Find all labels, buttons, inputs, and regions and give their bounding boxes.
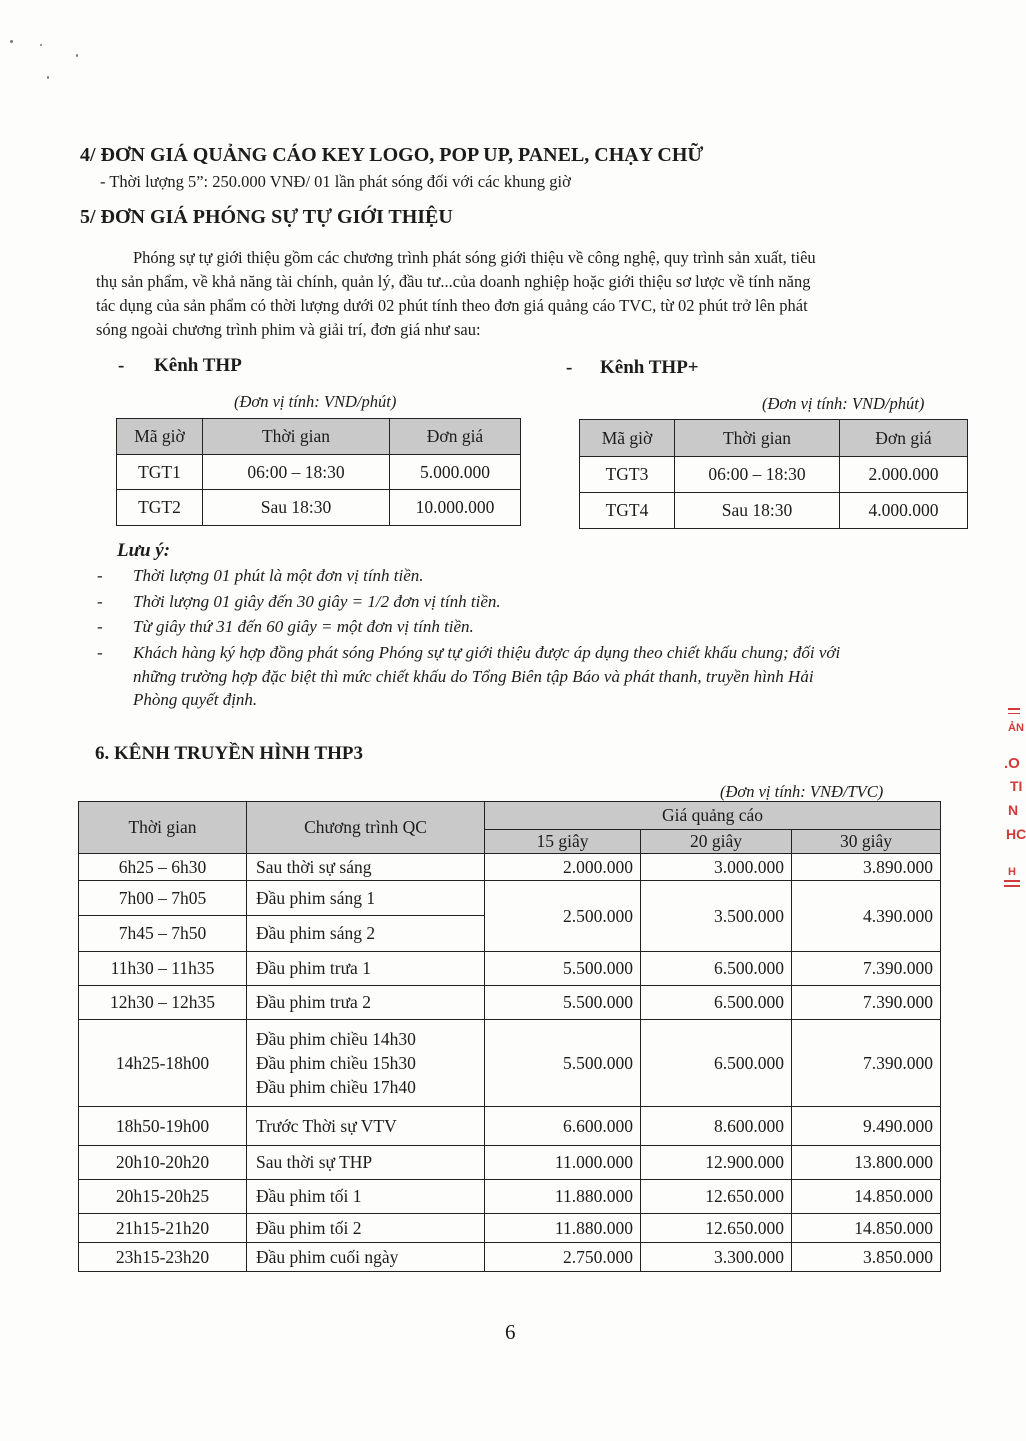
cell-code: TGT1 (117, 455, 203, 490)
cell-time: 20h15-20h25 (79, 1180, 247, 1214)
cell-price-30s: 14.850.000 (792, 1180, 941, 1214)
note-item-continued: những trường hợp đặc biệt thì mức chiết khấu do Tổng Biên tập Báo và phát thanh, truyền hình Hải (133, 667, 814, 686)
note-item: Thời lượng 01 giây đến 30 giây = 1/2 đơn vị tính tiền. (133, 592, 501, 611)
channel-thp-dash: - (118, 355, 125, 376)
cell-code: TGT4 (580, 493, 675, 529)
col-header-program: Chương trình QC (247, 802, 485, 854)
program-line: Đầu phim chiều 14h30 (256, 1029, 416, 1049)
col-header-code: Mã giờ (580, 420, 675, 457)
cell-price-15s: 5.500.000 (485, 952, 641, 986)
cell-price-15s: 2.000.000 (485, 854, 641, 881)
col-header-20s: 20 giây (641, 830, 792, 854)
table-row (580, 457, 968, 493)
cell-time: 18h50-19h00 (79, 1107, 247, 1146)
table-row (79, 1214, 941, 1243)
cell-price-15s: 6.600.000 (485, 1107, 641, 1146)
table-row (580, 493, 968, 529)
cell-price-30s: 7.390.000 (792, 1020, 941, 1107)
col-header-15s: 15 giây (485, 830, 641, 854)
table-row (79, 1020, 941, 1107)
thp-price-table (116, 418, 521, 526)
cell-program: Sau thời sự THP (247, 1146, 485, 1180)
thp3-price-table (78, 801, 941, 1272)
cell-code: TGT3 (580, 457, 675, 493)
cell-price-30s: 4.390.000 (792, 881, 941, 952)
cell-time: 12h30 – 12h35 (79, 986, 247, 1020)
cell-price-15s: 5.500.000 (485, 986, 641, 1020)
notes-title: Lưu ý: (117, 540, 171, 561)
thp-plus-price-table (579, 419, 968, 529)
channel-thp-label: Kênh THP (154, 355, 242, 376)
cell-price: 10.000.000 (390, 490, 521, 526)
cell-time: 06:00 – 18:30 (675, 457, 840, 493)
col-header-30s: 30 giây (792, 830, 941, 854)
section-6-unit-note: (Đơn vị tính: VNĐ/TVC) (720, 782, 884, 801)
cell-price-20s: 3.000.000 (641, 854, 792, 881)
channel-thp-plus-dash: - (566, 357, 573, 378)
seal-text: HC (1006, 826, 1026, 842)
note-item-continued: Phòng quyết định. (133, 690, 258, 709)
cell-price-30s: 14.850.000 (792, 1214, 941, 1243)
section-5-heading: 5/ ĐƠN GIÁ PHÓNG SỰ TỰ GIỚI THIỆU (80, 206, 453, 228)
cell-price-20s: 12.650.000 (641, 1180, 792, 1214)
cell-time: 7h45 – 7h50 (79, 916, 247, 952)
table-row (79, 986, 941, 1020)
table-row (79, 1146, 941, 1180)
channel-thp-plus-label: Kênh THP+ (600, 357, 699, 378)
cell-program: Đầu phim trưa 2 (247, 986, 485, 1020)
program-line: Đầu phim chiều 17h40 (256, 1077, 416, 1097)
note-item: Từ giây thứ 31 đến 60 giây = một đơn vị tính tiền. (133, 617, 474, 636)
col-header-time: Thời gian (675, 420, 840, 457)
col-header-price: Đơn giá (840, 420, 968, 457)
cell-price-20s: 8.600.000 (641, 1107, 792, 1146)
table-row (79, 1107, 941, 1146)
cell-time: 23h15-23h20 (79, 1243, 247, 1272)
thp-unit-note: (Đơn vị tính: VND/phút) (234, 392, 397, 411)
cell-price-30s: 13.800.000 (792, 1146, 941, 1180)
col-header-time: Thời gian (203, 419, 390, 455)
cell-price-15s: 11.880.000 (485, 1214, 641, 1243)
seal-text: ẢN (1008, 722, 1024, 734)
cell-price-15s: 11.880.000 (485, 1180, 641, 1214)
paragraph-line: thụ sản phẩm, về khả năng tài chính, quản lý, đầu tư...của doanh nghiệp hoặc giới thiệu sơ lược về tính năng (96, 272, 811, 291)
cell-program: Đầu phim cuối ngày (247, 1243, 485, 1272)
cell-program: Sau thời sự sáng (247, 854, 485, 881)
note-item: Khách hàng ký hợp đồng phát sóng Phóng sự tự giới thiệu được áp dụng theo chiết khấu chung; đối với (133, 643, 841, 662)
cell-price-15s: 2.500.000 (485, 881, 641, 952)
cell-time: 06:00 – 18:30 (203, 455, 390, 490)
cell-time: 6h25 – 6h30 (79, 854, 247, 881)
scan-speck (76, 54, 78, 57)
cell-price-20s: 6.500.000 (641, 986, 792, 1020)
cell-program: Trước Thời sự VTV (247, 1107, 485, 1146)
cell-program: Đầu phim sáng 1 (247, 881, 485, 916)
section-4-line: - Thời lượng 5”: 250.000 VNĐ/ 01 lần phát sóng đối với các khung giờ (100, 172, 571, 191)
table-row (79, 1180, 941, 1214)
cell-program: Đầu phim tối 1 (247, 1180, 485, 1214)
paragraph-line: Phóng sự tự giới thiệu gồm các chương trình phát sóng giới thiệu về công nghệ, quy trình sản xuất, tiêu (133, 248, 816, 267)
cell-code: TGT2 (117, 490, 203, 526)
col-header-time: Thời gian (79, 802, 247, 854)
note-item: Thời lượng 01 phút là một đơn vị tính tiền. (133, 566, 424, 585)
program-line: Đầu phim chiều 15h30 (256, 1053, 416, 1073)
cell-time: 7h00 – 7h05 (79, 881, 247, 916)
cell-time: Sau 18:30 (203, 490, 390, 526)
cell-program: Đầu phim tối 2 (247, 1214, 485, 1243)
cell-price-20s: 3.500.000 (641, 881, 792, 952)
cell-time: Sau 18:30 (675, 493, 840, 529)
table-row (79, 952, 941, 986)
cell-price-20s: 6.500.000 (641, 952, 792, 986)
section-5-paragraph (96, 246, 816, 342)
section-6-heading: 6. KÊNH TRUYỀN HÌNH THP3 (95, 743, 363, 764)
cell-price-20s: 12.650.000 (641, 1214, 792, 1243)
table-row (79, 881, 941, 916)
section-4-heading: 4/ ĐƠN GIÁ QUẢNG CÁO KEY LOGO, POP UP, PANEL, CHẠY CHỮ (80, 144, 704, 166)
paragraph-line: tác dụng của sản phẩm có thời lượng dưới 02 phút tính theo đơn giá quảng cáo TVC, từ 02 phút trở lên phát (96, 296, 808, 315)
cell-price-30s: 9.490.000 (792, 1107, 941, 1146)
col-header-price: Đơn giá (390, 419, 521, 455)
thp-plus-unit-note: (Đơn vị tính: VND/phút) (762, 394, 925, 413)
table-row (117, 490, 521, 526)
cell-price: 4.000.000 (840, 493, 968, 529)
table-row (79, 854, 941, 881)
cell-price-30s: 7.390.000 (792, 986, 941, 1020)
scan-speck (47, 76, 49, 79)
seal-text: H (1008, 866, 1016, 878)
cell-time: 20h10-20h20 (79, 1146, 247, 1180)
cell-time: 14h25-18h00 (79, 1020, 247, 1107)
cell-price-20s: 6.500.000 (641, 1020, 792, 1107)
cell-price-30s: 7.390.000 (792, 952, 941, 986)
table-row (117, 455, 521, 490)
cell-price-20s: 3.300.000 (641, 1243, 792, 1272)
col-header-price-group: Giá quảng cáo (485, 802, 941, 830)
scan-speck (40, 44, 42, 46)
seal-text: .O (1004, 755, 1020, 772)
cell-price: 5.000.000 (390, 455, 521, 490)
cell-time: 21h15-21h20 (79, 1214, 247, 1243)
cell-price-30s: 3.890.000 (792, 854, 941, 881)
cell-price: 2.000.000 (840, 457, 968, 493)
scan-speck (10, 40, 13, 43)
cell-price-20s: 12.900.000 (641, 1146, 792, 1180)
paragraph-line: sóng ngoài chương trình phim và giải trí, đơn giá như sau: (96, 320, 481, 339)
cell-program-multiline (247, 1020, 485, 1107)
table-row (79, 1243, 941, 1272)
col-header-code: Mã giờ (117, 419, 203, 455)
cell-price-30s: 3.850.000 (792, 1243, 941, 1272)
cell-price-15s: 5.500.000 (485, 1020, 641, 1107)
seal-text: N (1008, 802, 1019, 818)
cell-program: Đầu phim sáng 2 (247, 916, 485, 952)
cell-time: 11h30 – 11h35 (79, 952, 247, 986)
page-number: 6 (505, 1320, 516, 1344)
cell-price-15s: 2.750.000 (485, 1243, 641, 1272)
cell-price-15s: 11.000.000 (485, 1146, 641, 1180)
cell-program: Đầu phim trưa 1 (247, 952, 485, 986)
seal-text: TI (1010, 778, 1023, 794)
